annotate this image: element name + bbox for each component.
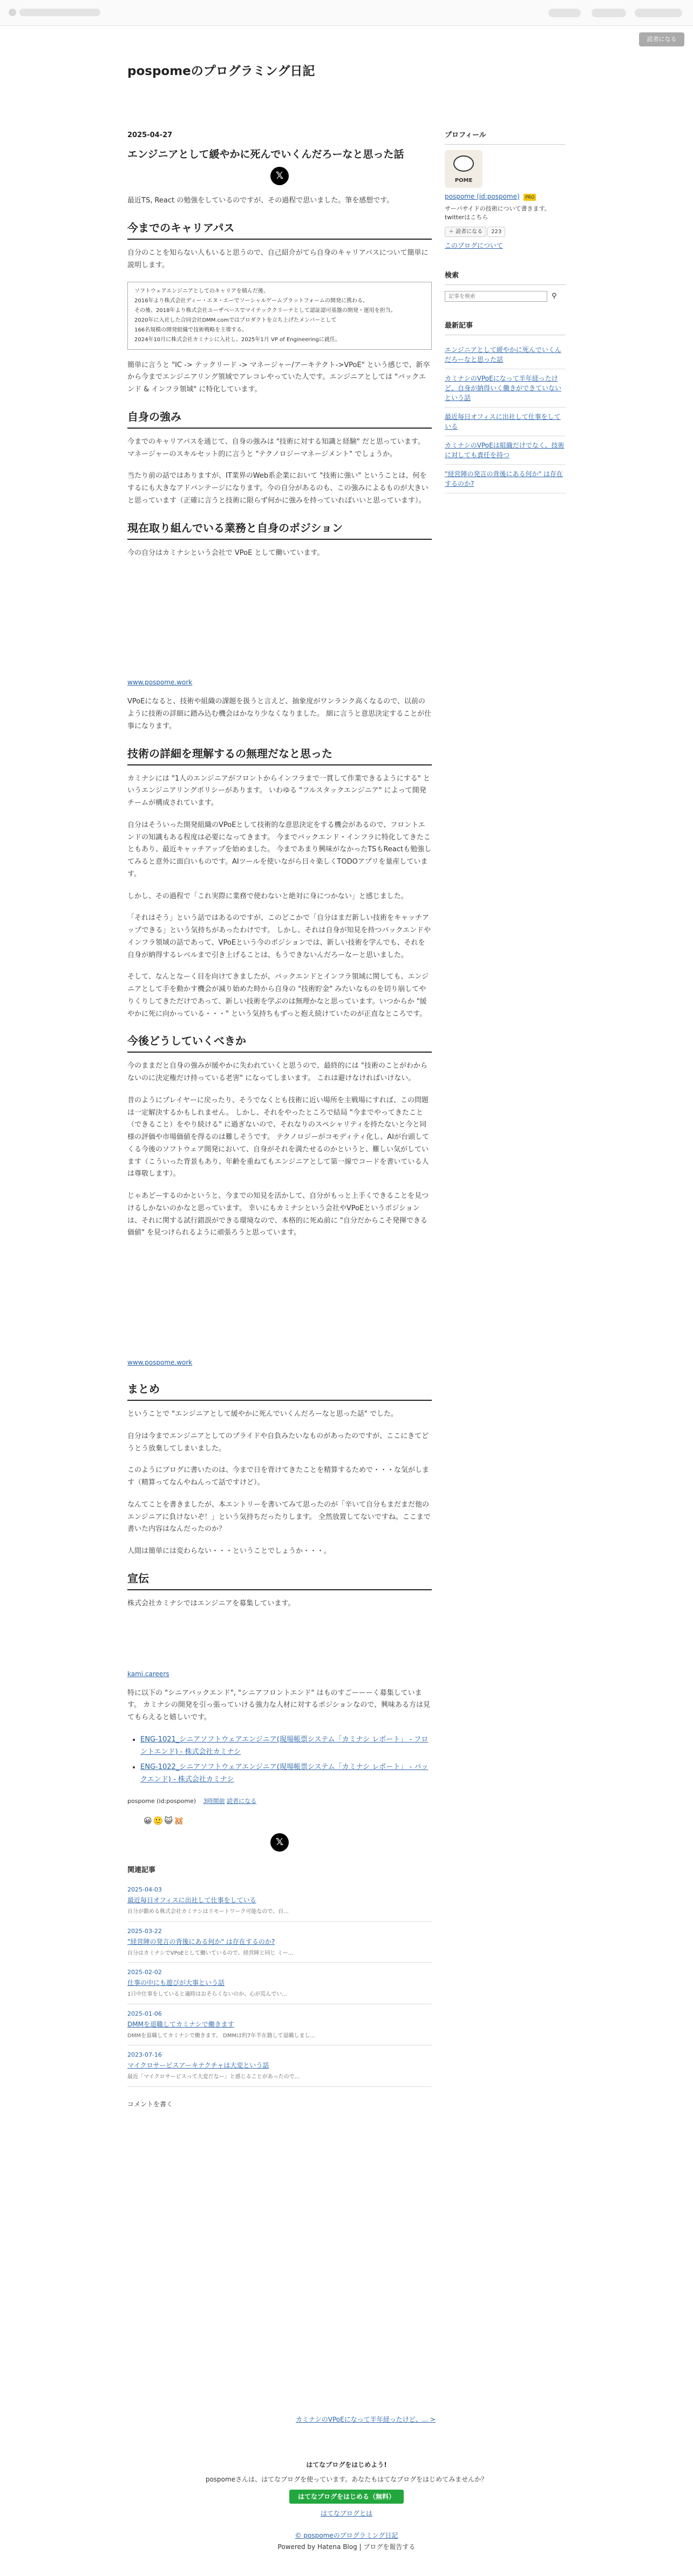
pager-next-link[interactable]: カミナシのVPoEになって半年経ったけど、... > bbox=[296, 2416, 436, 2423]
related-excerpt: 1日中仕事をしていると適時はおそらくないのか、心が荒んでい... bbox=[127, 1991, 287, 1998]
related-excerpt: 自分はカミナシでVPoEとして働いているので、経営陣と同じ ミー... bbox=[127, 1950, 294, 1956]
related-entry[interactable] bbox=[127, 1922, 432, 1963]
avatar-face-icon bbox=[453, 155, 474, 172]
profile-about: サーバサイドの技術について書きます。twitterはこちら bbox=[445, 205, 551, 221]
reader-count: 223 bbox=[487, 227, 505, 238]
related-title-link[interactable]: マイクロサービスアーキテクチャは大変という話 bbox=[127, 2062, 269, 2070]
future-paragraph-1: 今のままだと自身の強みが緩やかに失われていくと思うので、最終的には "技術のことがわからないのに決定権だけ持っている老害" になってしまいます。 これは避けなければいけない。 bbox=[127, 1062, 427, 1083]
recent-entry-link[interactable]: "経営陣の発言の背後にある何か" は存在するのか? bbox=[445, 470, 563, 487]
work-paragraph-1: 今の自分はカミナシという会社で VPoE として働いています。 bbox=[127, 548, 324, 557]
strength-paragraph-2: 当たり前の話ではありますが、IT業界のWeb系企業において "技術に強い" ということは、何をするにも大きなアドバンテージになります。今の自分があるのも、この強みによるものが大きいと思っています（正確に言うと技術に限らず何かに強みを持っていればいいと思っています）。 bbox=[127, 472, 429, 505]
embed-space bbox=[127, 1620, 432, 1669]
start-blog-button[interactable]: はてなブログをはじめる（無料） bbox=[289, 2490, 404, 2504]
permalink-time[interactable]: 3時間前 bbox=[203, 1797, 225, 1805]
career-box-line: その後、2018年より株式会社ユーザベースでマイテッククリーナとして認証認可基盤の開発・運用を担当。 bbox=[134, 307, 396, 314]
career-box-line: ソフトウェアエンジニアとしてのキャリアを積んだ後、 bbox=[134, 288, 269, 294]
related-date: 2025-02-02 bbox=[127, 1969, 162, 1976]
job-link-frontend[interactable]: ENG-1021_シニアソフトウェアエンジニア(現場帳票システム「カミナシ レポート」 - フロントエンド) - 株式会社カミナシ bbox=[140, 1735, 429, 1756]
related-date: 2025-03-22 bbox=[127, 1927, 162, 1935]
hatena-logo-icon[interactable] bbox=[9, 9, 16, 16]
global-menu-placeholder-2[interactable] bbox=[592, 9, 626, 17]
job-link-backend[interactable]: ENG-1022_シニアソフトウェアエンジニア(現場帳票システム「カミナシ レポート」 - バックエンド) - 株式会社カミナシ bbox=[140, 1763, 429, 1784]
career-paragraph-1: 自分のことを知らない人もいると思うので、自己紹介がてら自身のキャリアパスについて簡単に説明します。 bbox=[127, 249, 429, 269]
search-heading: 検索 bbox=[445, 270, 566, 285]
ad-space bbox=[127, 569, 432, 677]
job-list-item bbox=[140, 1734, 432, 1759]
recent-entry-link[interactable]: エンジニアとして緩やかに死んでいくんだろーなと思った話 bbox=[445, 345, 561, 363]
recent-entry-link[interactable]: 最近毎日オフィスに出社して仕事をしている bbox=[445, 412, 561, 430]
ad-link[interactable]: www.pospome.work bbox=[127, 679, 193, 687]
section-heading-strength: 自身の強み bbox=[127, 409, 432, 429]
global-menu-placeholder-1[interactable] bbox=[548, 9, 581, 17]
sidebar-subscribe-label: 読者になる bbox=[456, 228, 483, 235]
recent-entry bbox=[445, 341, 566, 369]
profile-heading: プロフィール bbox=[445, 130, 566, 145]
related-date: 2025-04-03 bbox=[127, 1886, 162, 1894]
recent-entry bbox=[445, 436, 566, 465]
pro-badge: PRO bbox=[524, 194, 536, 201]
blog-title[interactable]: pospomeのプログラミング日記 bbox=[127, 64, 315, 78]
gap-paragraph-1: カミナシには "1人のエンジニアがフロントからインフラまで一貫して作業できるようにする" というエンジニアリングポリシーがあります。 いわゆる "フルスタックエンジニア" によって開発チームが構成されています。 bbox=[127, 774, 430, 808]
work-paragraph-2: VPoEになると、技術や組織の課題を扱うと言えど、抽象度がワンランク高くなるので、以前のように技術の詳細に踏み込む機会はかなり少なくなりました。 細に言うと意思決定することが仕事になります。 bbox=[127, 697, 432, 730]
job-list-item bbox=[140, 1761, 432, 1786]
section-heading-work: 現在取り組んでいる業務と自身のポジション bbox=[127, 520, 432, 540]
gap-paragraph-4: 「それはそう」という話ではあるのですが、このどこかで「自分はまだ新しい技術をキャッチアップできる」という気持ちがあったわけです。 しかし、それは自身が知見を持つバックエンドやインフラ領域の話であって、VPoEという今のポジションでは、新しい技術を学んでも、それを自身が納得するレベルまで引き上げることは、もうできないんだろーなーと思いました。 bbox=[127, 914, 431, 959]
career-box-line: 2024年10月に株式会社カミナシに入社し、2025年1月 VP of Engineeringに就任。 bbox=[134, 336, 341, 343]
recent-entry-link[interactable]: カミナシのVPoEは組織だけでなく、技術に対しても責任を持つ bbox=[445, 441, 565, 459]
plus-icon: ＋ bbox=[449, 228, 456, 235]
x-share-icon[interactable]: 𝕏 bbox=[270, 1833, 289, 1852]
gap-paragraph-2: 自分はそういった開発組織のVPoEとして技術的な意思決定をする機会があるので、フロントエンドの知識もある程度は必要になってきます。 今までバックエンド・インフラに特化してきたこともあり、最近キャッチアップを始めました。 今まであまり興味がなかったTSもReactも勉強してみると意外に面白いものです。AIツールを使いながら日々楽しくTODOアプリを量産しています。 bbox=[127, 821, 432, 878]
future-paragraph-2: 昔のようにプレイヤーに戻ったり、そうでなくとも技術に近い場所を主戦場にすれば、この問題は一定解決するかもしれません。 しかし、それをやったところで結局 "今までやってきたこと（できること）をやり続ける" に過ぎないので、それなりのスペシャリティを持たないと今と同様の評価や市場価値を得るのは難しそうです。 テクノロジーがコモディティ化し、AIが台頭してくる今後のソフトウェア開発において、自身がそれを満たせるのかというと、難しい気がしています（こういった背景もあり、年齢を重ねてもエンジニアとして第一線でコードを書いている人は尊敬します）。 bbox=[127, 1096, 429, 1178]
profile-name-row bbox=[445, 191, 566, 202]
sidebar bbox=[445, 130, 566, 493]
about-hatena-blog-link[interactable]: はてなブログとは bbox=[320, 2510, 373, 2517]
related-date: 2023-07-16 bbox=[127, 2051, 162, 2059]
related-excerpt: 最近「マイクロサービスって大変だなー」と感じることがあったので... bbox=[127, 2074, 300, 2080]
section-heading-summary: まとめ bbox=[127, 1381, 432, 1401]
about-blog-link[interactable]: このブログについて bbox=[445, 242, 503, 250]
related-entry[interactable] bbox=[127, 2004, 432, 2046]
recent-entry bbox=[445, 408, 566, 436]
search-input[interactable] bbox=[445, 291, 547, 302]
recent-entry bbox=[445, 369, 566, 408]
section-heading-future: 今後どうしていくべきか bbox=[127, 1033, 432, 1053]
related-entry[interactable] bbox=[127, 2045, 432, 2087]
strength-paragraph-1: 今までのキャリアパスを通じて、自身の強みは "技術に対する知識と経験" だと思っています。 マネージャーのスキルセット的に言うと "テクノロジーマネージメント" でしょうか。 bbox=[127, 437, 425, 458]
career-box-line: 2020年に入社した合同会社DMM.comではプロダクトを立ち上げたメンバーとして bbox=[134, 317, 337, 323]
related-entry[interactable] bbox=[127, 1963, 432, 2004]
copyright-link[interactable]: © pospomeのプログラミング日記 bbox=[295, 2532, 398, 2539]
avatar[interactable] bbox=[445, 150, 483, 188]
related-title-link[interactable]: 最近毎日オフィスに出社して仕事をしている bbox=[127, 1896, 256, 1904]
related-date: 2025-01-06 bbox=[127, 2010, 162, 2017]
article-title[interactable]: エンジニアとして緩やかに死んでいくんだろーなと思った話 bbox=[127, 148, 404, 160]
related-excerpt: 自分が勤める株式会社カミナシはリモートワーク可能なので、自... bbox=[127, 1909, 289, 1915]
search-row bbox=[445, 290, 566, 303]
global-search-placeholder-bar[interactable] bbox=[19, 9, 100, 16]
sidebar-reader-row bbox=[445, 227, 566, 238]
career-box-line: 166名規模の開発組織で技術戦略を主導する。 bbox=[134, 327, 248, 333]
careers-link[interactable]: kami.careers bbox=[127, 1670, 169, 1678]
section-heading-promo: 宣伝 bbox=[127, 1571, 432, 1590]
related-title-link[interactable]: DMMを退職してカミナシで働きます bbox=[127, 2020, 234, 2028]
footer-subscribe-link[interactable]: 読者になる bbox=[227, 1797, 257, 1805]
career-paragraph-2: 簡単に言うと "IC -> テックリード -> マネージャー/アーキテクト->VPoE" という感じで、新卒から今までエンジニアリング領域でアレコレやっていた人です。エンジニアとしては "バックエンド & インフラ領域" に特化しています。 bbox=[127, 361, 430, 394]
powered-by: Powered by Hatena Blog | ブログを報告する bbox=[277, 2543, 416, 2551]
summary-paragraph-2: 自分は今までエンジニアとしてのプライドや自負みたいなものがあったのですが、ここにきてどうとう放棄してしまいました。 bbox=[127, 1432, 429, 1453]
recent-entry bbox=[445, 465, 566, 493]
related-title-link[interactable]: 仕事の中にも遊びが大事という話 bbox=[127, 1979, 225, 1987]
article-main bbox=[127, 130, 432, 2110]
article-footer-meta bbox=[127, 1796, 432, 1806]
sidebar-subscribe-button[interactable] bbox=[445, 227, 486, 238]
article-date[interactable]: 2025-04-27 bbox=[127, 131, 173, 139]
section-heading-gap: 技術の詳細を理解するの無理だなと思った bbox=[127, 746, 432, 765]
recent-entry-link[interactable]: カミナシのVPoEになって半年経ったけど、自身が納得いく働きができていないという話 bbox=[445, 374, 562, 402]
global-header bbox=[0, 0, 693, 26]
global-menu-placeholder-3[interactable] bbox=[635, 9, 682, 17]
profile-name-link[interactable]: pospome (id:pospome) bbox=[445, 192, 520, 200]
x-share-icon[interactable]: 𝕏 bbox=[270, 167, 289, 185]
subscribe-button[interactable]: 読者になる bbox=[639, 32, 684, 46]
search-icon[interactable]: ⚲ bbox=[552, 292, 557, 300]
gap-paragraph-5: そして、なんとなーく目を向けてきましたが、バックエンドとインフラ領域に関しても、エンジニアとして手を動かす機会が減り始めた時から自身の "技術貯金" みたいなものを切り崩してやりくりしてきただけであって、新しい技術を学ぶのは無理かなと思っています。いつからか "緩やかに死に向かっている・・・" という気持ちもずっと抱え続けていたのが正直なところです。 bbox=[127, 973, 429, 1018]
ad-space bbox=[127, 1249, 432, 1357]
summary-paragraph-1: ということで "エンジニアとして緩やかに死んでいくんだろーなと思った話" でした。 bbox=[127, 1410, 398, 1419]
career-quote-box bbox=[127, 282, 432, 350]
summary-paragraph-5: 人間は簡単には変わらない・・・ということでしょうか・・・。 bbox=[127, 1547, 331, 1556]
related-excerpt: DMMを退職してカミナシで働きます。 DMMは約7年半在籍して退職しまし... bbox=[127, 2032, 315, 2039]
author-name: pospome (id:pospome) bbox=[127, 1797, 196, 1805]
summary-paragraph-3: このようにブログに書いたのは、今まで日を背けてきたことを精算するためで・・・な気がします（精算ってなんやねんって話ですけど）。 bbox=[127, 1466, 430, 1487]
promo-paragraph-2: 特に以下の "シニアバックエンド", "シニアフロントエンド" はものすごーーーく募集しています。 カミナシの開発を引っ張っていける強力な人材に対するポジションなので、興味ある方は見てもらえると嬉しいです。 bbox=[127, 1689, 430, 1722]
career-box-line: 2016年より株式会社ディー・エヌ・エーでソーシャルゲームプラットフォームの開発に携わる。 bbox=[134, 297, 369, 304]
star-icons[interactable]: 😀🙂😺🐹 bbox=[144, 1816, 185, 1826]
ad-link[interactable]: www.pospome.work bbox=[127, 1359, 193, 1367]
promo-paragraph-1: 株式会社カミナシではエンジニアを募集しています。 bbox=[127, 1599, 295, 1608]
future-paragraph-3: じゃあどーするのかというと、今までの知見を活かして、自分がもっと上手くできることを見つけるしかないのかなと思っています。 幸いにもカミナシという会社やVPoEというポジションは、それに関する試行錯誤ができる環境なので、本格的に死ぬ前に "自分だからこそ発揮できる価値" を見つけられるように頑張ろうと思っています。 bbox=[127, 1192, 429, 1237]
job-list bbox=[127, 1734, 432, 1786]
write-comment-link[interactable]: コメントを書く bbox=[127, 2100, 173, 2108]
section-heading-career: 今までのキャリアパス bbox=[127, 220, 432, 240]
related-heading: 関連記事 bbox=[127, 1866, 156, 1875]
footer-title: はてなブログをはじめよう! bbox=[306, 2461, 387, 2469]
intro-paragraph: 最近TS, React の勉強をしているのですが、その過程で思いました。筆を感想です。 bbox=[127, 196, 394, 205]
page-footer bbox=[0, 2459, 693, 2553]
recent-entries-heading: 最新記事 bbox=[445, 320, 566, 335]
gap-paragraph-3: しかし、その過程で「これ実際に業務で使わないと絶対に身につかない」と感じました。 bbox=[127, 892, 408, 900]
avatar-label: POME bbox=[454, 177, 473, 184]
related-entry[interactable] bbox=[127, 1880, 432, 1922]
summary-paragraph-4: なんてことを書きましたが、本エントリーを書いてみて思ったのが「辛いて自分もまだまだ他のエンジニアに負けないぞ！」という気持ちだったりします。 全然放置してないですね。ここまで書いた内容はなんだったのか？ bbox=[127, 1500, 431, 1534]
related-title-link[interactable]: "経営陣の発言の背後にある何か" は存在するのか? bbox=[127, 1937, 275, 1945]
footer-subtitle: pospomeさんは、はてなブログを使っています。あなたもはてなブログをはじめてみませんか？ bbox=[205, 2476, 488, 2483]
